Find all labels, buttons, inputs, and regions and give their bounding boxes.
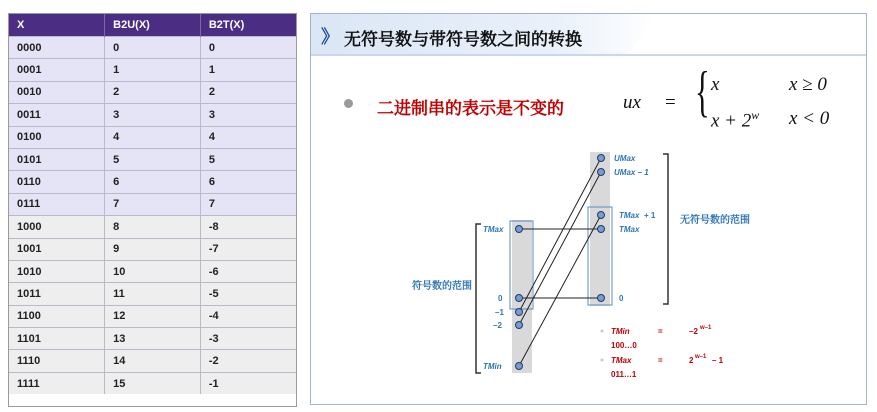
x-cell: 1001: [9, 238, 105, 260]
note-tmin-eq: =: [658, 327, 663, 336]
note-bullet-tmax-icon: [601, 359, 604, 362]
slide-title: 无符号数与带符号数之间的转换: [344, 30, 582, 49]
label-umax: UMax: [614, 154, 636, 163]
node-right-umax: [598, 155, 605, 162]
note-tmax-sup: w–1: [695, 354, 707, 360]
b2u-cell: 2: [105, 81, 201, 103]
header-x: X: [9, 14, 105, 37]
node-left-minus2: [516, 322, 523, 329]
x-cell: 0001: [9, 59, 105, 81]
x-cell: 1010: [9, 260, 105, 282]
b2t-cell: -4: [200, 305, 296, 327]
b2u-cell: 7: [105, 193, 201, 215]
label-tmax-right: TMax: [619, 225, 640, 234]
b2t-cell: -8: [200, 216, 296, 238]
table-row: [9, 328, 296, 350]
x-cell: 0000: [9, 37, 105, 59]
label-minus1: –1: [495, 308, 504, 317]
header-b2t: B2T(X): [200, 14, 296, 37]
formula-equals: =: [665, 92, 676, 113]
note-tmin-val: –2: [689, 327, 698, 336]
b2t-cell: 2: [200, 81, 296, 103]
b2t-cell: 5: [200, 148, 296, 170]
formula-case2-cond: x < 0: [789, 108, 830, 129]
bullet-text: 二进制串的表示是不变的: [377, 99, 564, 118]
b2u-cell: 10: [105, 260, 201, 282]
b2t-cell: -6: [200, 260, 296, 282]
b2t-cell: 3: [200, 104, 296, 126]
x-cell: 0011: [9, 104, 105, 126]
x-cell: 1111: [9, 372, 105, 394]
x-cell: 1100: [9, 305, 105, 327]
table-row: [9, 59, 296, 81]
b2u-cell: 4: [105, 126, 201, 148]
table-row: [9, 283, 296, 305]
formula-case1-cond: x ≥ 0: [789, 74, 827, 95]
label-minus2: –2: [493, 321, 502, 330]
table-row: [9, 350, 296, 372]
formula-case1-expr: x: [711, 74, 720, 95]
node-right-tmax: [598, 226, 605, 233]
formula-brace: {: [695, 61, 710, 123]
label-plus-one: + 1: [644, 211, 656, 220]
b2u-cell: 14: [105, 350, 201, 372]
table-row: [9, 126, 296, 148]
note-tmin-name: TMin: [611, 327, 630, 336]
binary-table: [8, 13, 297, 407]
b2u-cell: 11: [105, 283, 201, 305]
x-cell: 0100: [9, 126, 105, 148]
title-chevron-icon: 》: [321, 27, 335, 47]
b2u-cell: 9: [105, 238, 201, 260]
table-row: [9, 148, 296, 170]
table-row: [9, 171, 296, 193]
node-right-zero: [598, 295, 605, 302]
x-cell: 1000: [9, 216, 105, 238]
b2t-cell: -5: [200, 283, 296, 305]
formula-case2-sup: w: [751, 108, 760, 122]
b2u-cell: 15: [105, 372, 201, 394]
label-tmax-plus-1: TMax: [619, 211, 640, 220]
table-row: [9, 305, 296, 327]
slide-panel: [310, 13, 867, 405]
formula-lhs: ux: [623, 92, 641, 113]
b2t-cell: -3: [200, 328, 296, 350]
formula-case2-expr: x + 2: [711, 110, 752, 132]
x-cell: 1110: [9, 350, 105, 372]
b2t-cell: -7: [200, 238, 296, 260]
label-umax-minus-1: UMax – 1: [614, 168, 649, 177]
b2t-cell: 6: [200, 171, 296, 193]
table-row: [9, 260, 296, 282]
signed-range-label: 符号数的范围: [412, 281, 472, 292]
b2t-cell: 1: [200, 59, 296, 81]
node-left-tmin: [516, 363, 523, 370]
note-tmax-val: 2: [689, 356, 694, 365]
b2u-cell: 12: [105, 305, 201, 327]
table-row: [9, 216, 296, 238]
node-right-umax-minus-1: [598, 169, 605, 176]
b2u-cell: 1: [105, 59, 201, 81]
node-left-tmax: [516, 226, 523, 233]
label-zero-right: 0: [619, 294, 624, 303]
table-row: [9, 37, 296, 59]
table-row: [9, 372, 296, 394]
node-right-tmax-plus-1: [598, 212, 605, 219]
signed-range-bracket: [476, 224, 481, 373]
x-cell: 1011: [9, 283, 105, 305]
b2u-cell: 5: [105, 148, 201, 170]
x-cell: 0010: [9, 81, 105, 103]
table-row: [9, 238, 296, 260]
table-header-row: [9, 14, 296, 37]
note-tmin-sup: w–1: [700, 325, 712, 331]
table-row: [9, 81, 296, 103]
x-cell: 0110: [9, 171, 105, 193]
b2u-cell: 3: [105, 104, 201, 126]
node-left-minus1: [516, 309, 523, 316]
table-row: [9, 193, 296, 215]
conversion-table: [9, 14, 296, 394]
note-tmin-bits: 100…0: [611, 341, 637, 350]
note-tmax-rest: – 1: [712, 356, 724, 365]
note-tmax-name: TMax: [611, 356, 632, 365]
node-left-zero: [516, 295, 523, 302]
b2t-cell: -1: [200, 372, 296, 394]
b2u-cell: 6: [105, 171, 201, 193]
b2t-cell: 4: [200, 126, 296, 148]
b2u-cell: 8: [105, 216, 201, 238]
label-tmin-left: TMin: [483, 362, 502, 371]
unsigned-range-label: 无符号数的范围: [680, 215, 750, 226]
note-bullet-tmin-icon: [601, 330, 604, 333]
x-cell: 0111: [9, 193, 105, 215]
unsigned-range-bracket: [663, 154, 668, 304]
b2t-cell: 0: [200, 37, 296, 59]
label-zero-left: 0: [498, 294, 503, 303]
b2u-cell: 0: [105, 37, 201, 59]
x-cell: 1101: [9, 328, 105, 350]
note-tmax-bits: 011…1: [611, 370, 637, 379]
table-row: [9, 104, 296, 126]
label-tmax-left: TMax: [483, 225, 504, 234]
x-cell: 0101: [9, 148, 105, 170]
b2u-cell: 13: [105, 328, 201, 350]
mapping-diagram: [311, 14, 866, 404]
header-b2u: B2U(X): [105, 14, 201, 37]
b2t-cell: -2: [200, 350, 296, 372]
note-tmax-eq: =: [658, 356, 663, 365]
b2t-cell: 7: [200, 193, 296, 215]
